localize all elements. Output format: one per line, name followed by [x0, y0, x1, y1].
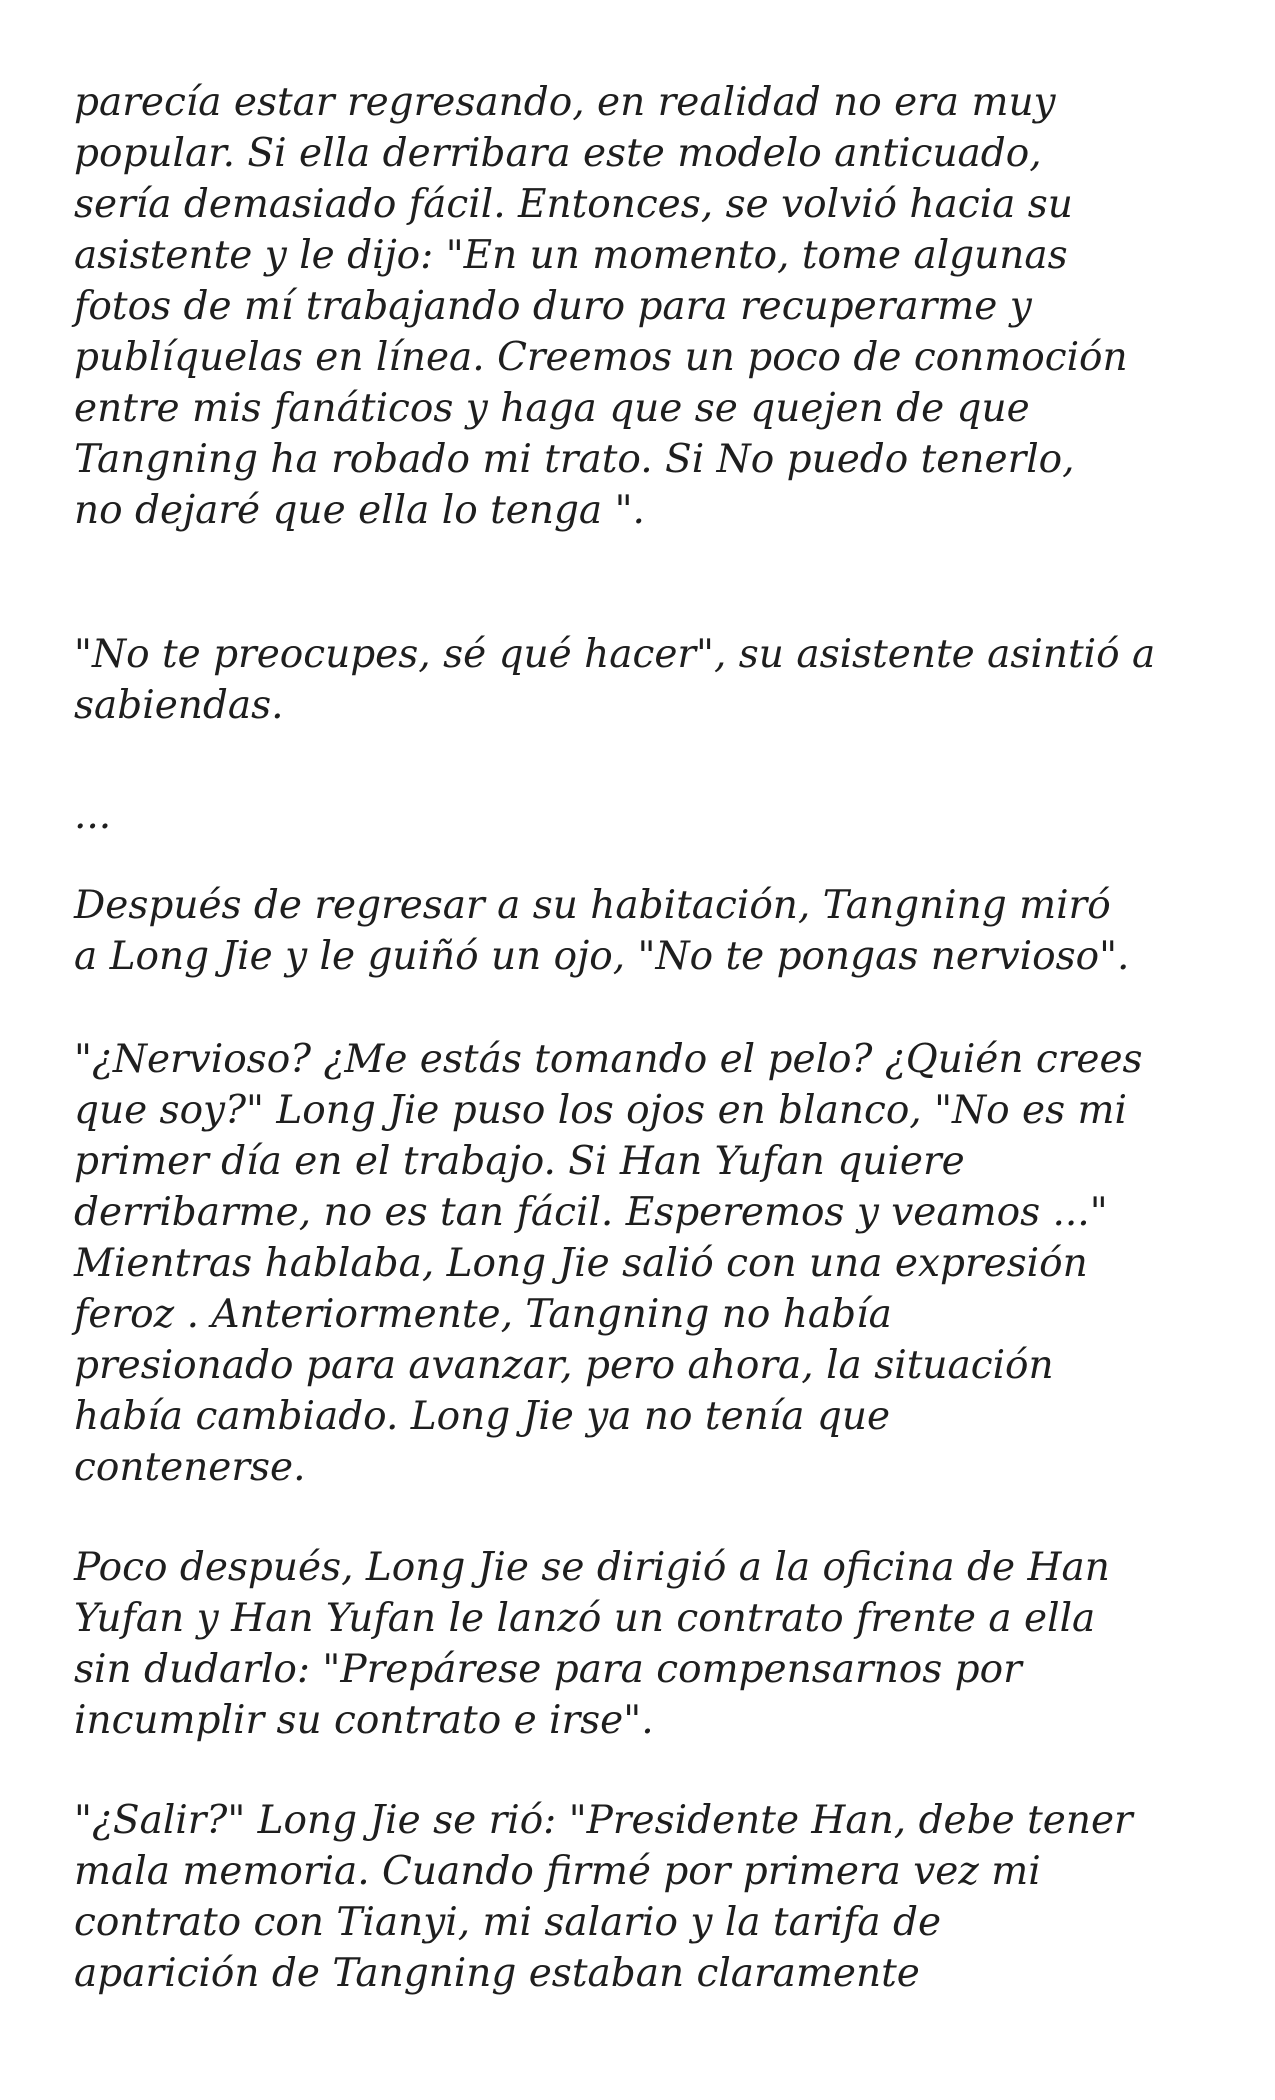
text-line: primer día en el trabajo. Si Han Yufan quiere [74, 1139, 965, 1184]
text-line: Mientras hablaba, Long Jie salió con una expresión [74, 1241, 1088, 1286]
text-line: Después de regresar a su habitación, Tangning miró [74, 883, 1111, 928]
text-line: publíquelas en línea. Creemos un poco de conmoción [74, 335, 1128, 380]
text-line: "¿Nervioso? ¿Me estás tomando el pelo? ¿Quién crees [74, 1037, 1143, 1082]
text-line: que soy?" Long Jie puso los ojos en blanco, "No es mi [74, 1088, 1127, 1133]
text-line: sin dudarlo: "Prepárese para compensarnos por [74, 1647, 1022, 1692]
paragraph-1 [74, 77, 1234, 536]
text-line: contenerse. [74, 1445, 306, 1490]
paragraph-4 [74, 880, 1234, 982]
text-line: asistente y le dijo: "En un momento, tome algunas [74, 233, 1068, 278]
text-line: Tangning ha robado mi trato. Si No puedo tenerlo, [74, 437, 1075, 482]
text-line: sabiendas. [74, 683, 284, 728]
text-line: parecía estar regresando, en realidad no era muy [74, 80, 1056, 125]
text-line: "¿Salir?" Long Jie se rió: "Presidente Han, debe tener [74, 1798, 1133, 1843]
text-line: presionado para avanzar, pero ahora, la situación [74, 1343, 1054, 1388]
text-line: había cambiado. Long Jie ya no tenía que [74, 1394, 891, 1439]
paragraph-6 [74, 1542, 1234, 1746]
text-line: incumplir su contrato e irse". [74, 1698, 654, 1743]
scene-break-ellipsis [74, 790, 1234, 841]
text-line: a Long Jie y le guiñó un ojo, "No te pongas nervioso". [74, 934, 1130, 979]
text-line: derribarme, no es tan fácil. Esperemos y veamos ..." [74, 1190, 1108, 1235]
text-line: Poco después, Long Jie se dirigió a la oficina de Han [74, 1545, 1110, 1590]
text-line: sería demasiado fácil. Entonces, se volvió hacia su [74, 182, 1073, 227]
text-line: no dejaré que ella lo tenga ". [74, 488, 645, 533]
text-line: popular. Si ella derribara este modelo anticuado, [74, 131, 1042, 176]
text-line: aparición de Tangning estaban claramente [74, 1951, 920, 1996]
text-line: Yufan y Han Yufan le lanzó un contrato frente a ella [74, 1596, 1096, 1641]
paragraph-2 [74, 629, 1234, 731]
text-line: mala memoria. Cuando firmé por primera vez mi [74, 1849, 1041, 1894]
text-line: ... [74, 793, 112, 838]
text-line: fotos de mí trabajando duro para recuperarme y [74, 284, 1032, 329]
text-line: "No te preocupes, sé qué hacer", su asistente asintió a [74, 632, 1156, 677]
paragraph-5 [74, 1034, 1234, 1493]
paragraph-7 [74, 1795, 1234, 1999]
text-line: feroz . Anteriormente, Tangning no había [74, 1292, 892, 1337]
text-line: entre mis fanáticos y haga que se quejen de que [74, 386, 1030, 431]
text-line: contrato con Tianyi, mi salario y la tarifa de [74, 1900, 942, 1945]
